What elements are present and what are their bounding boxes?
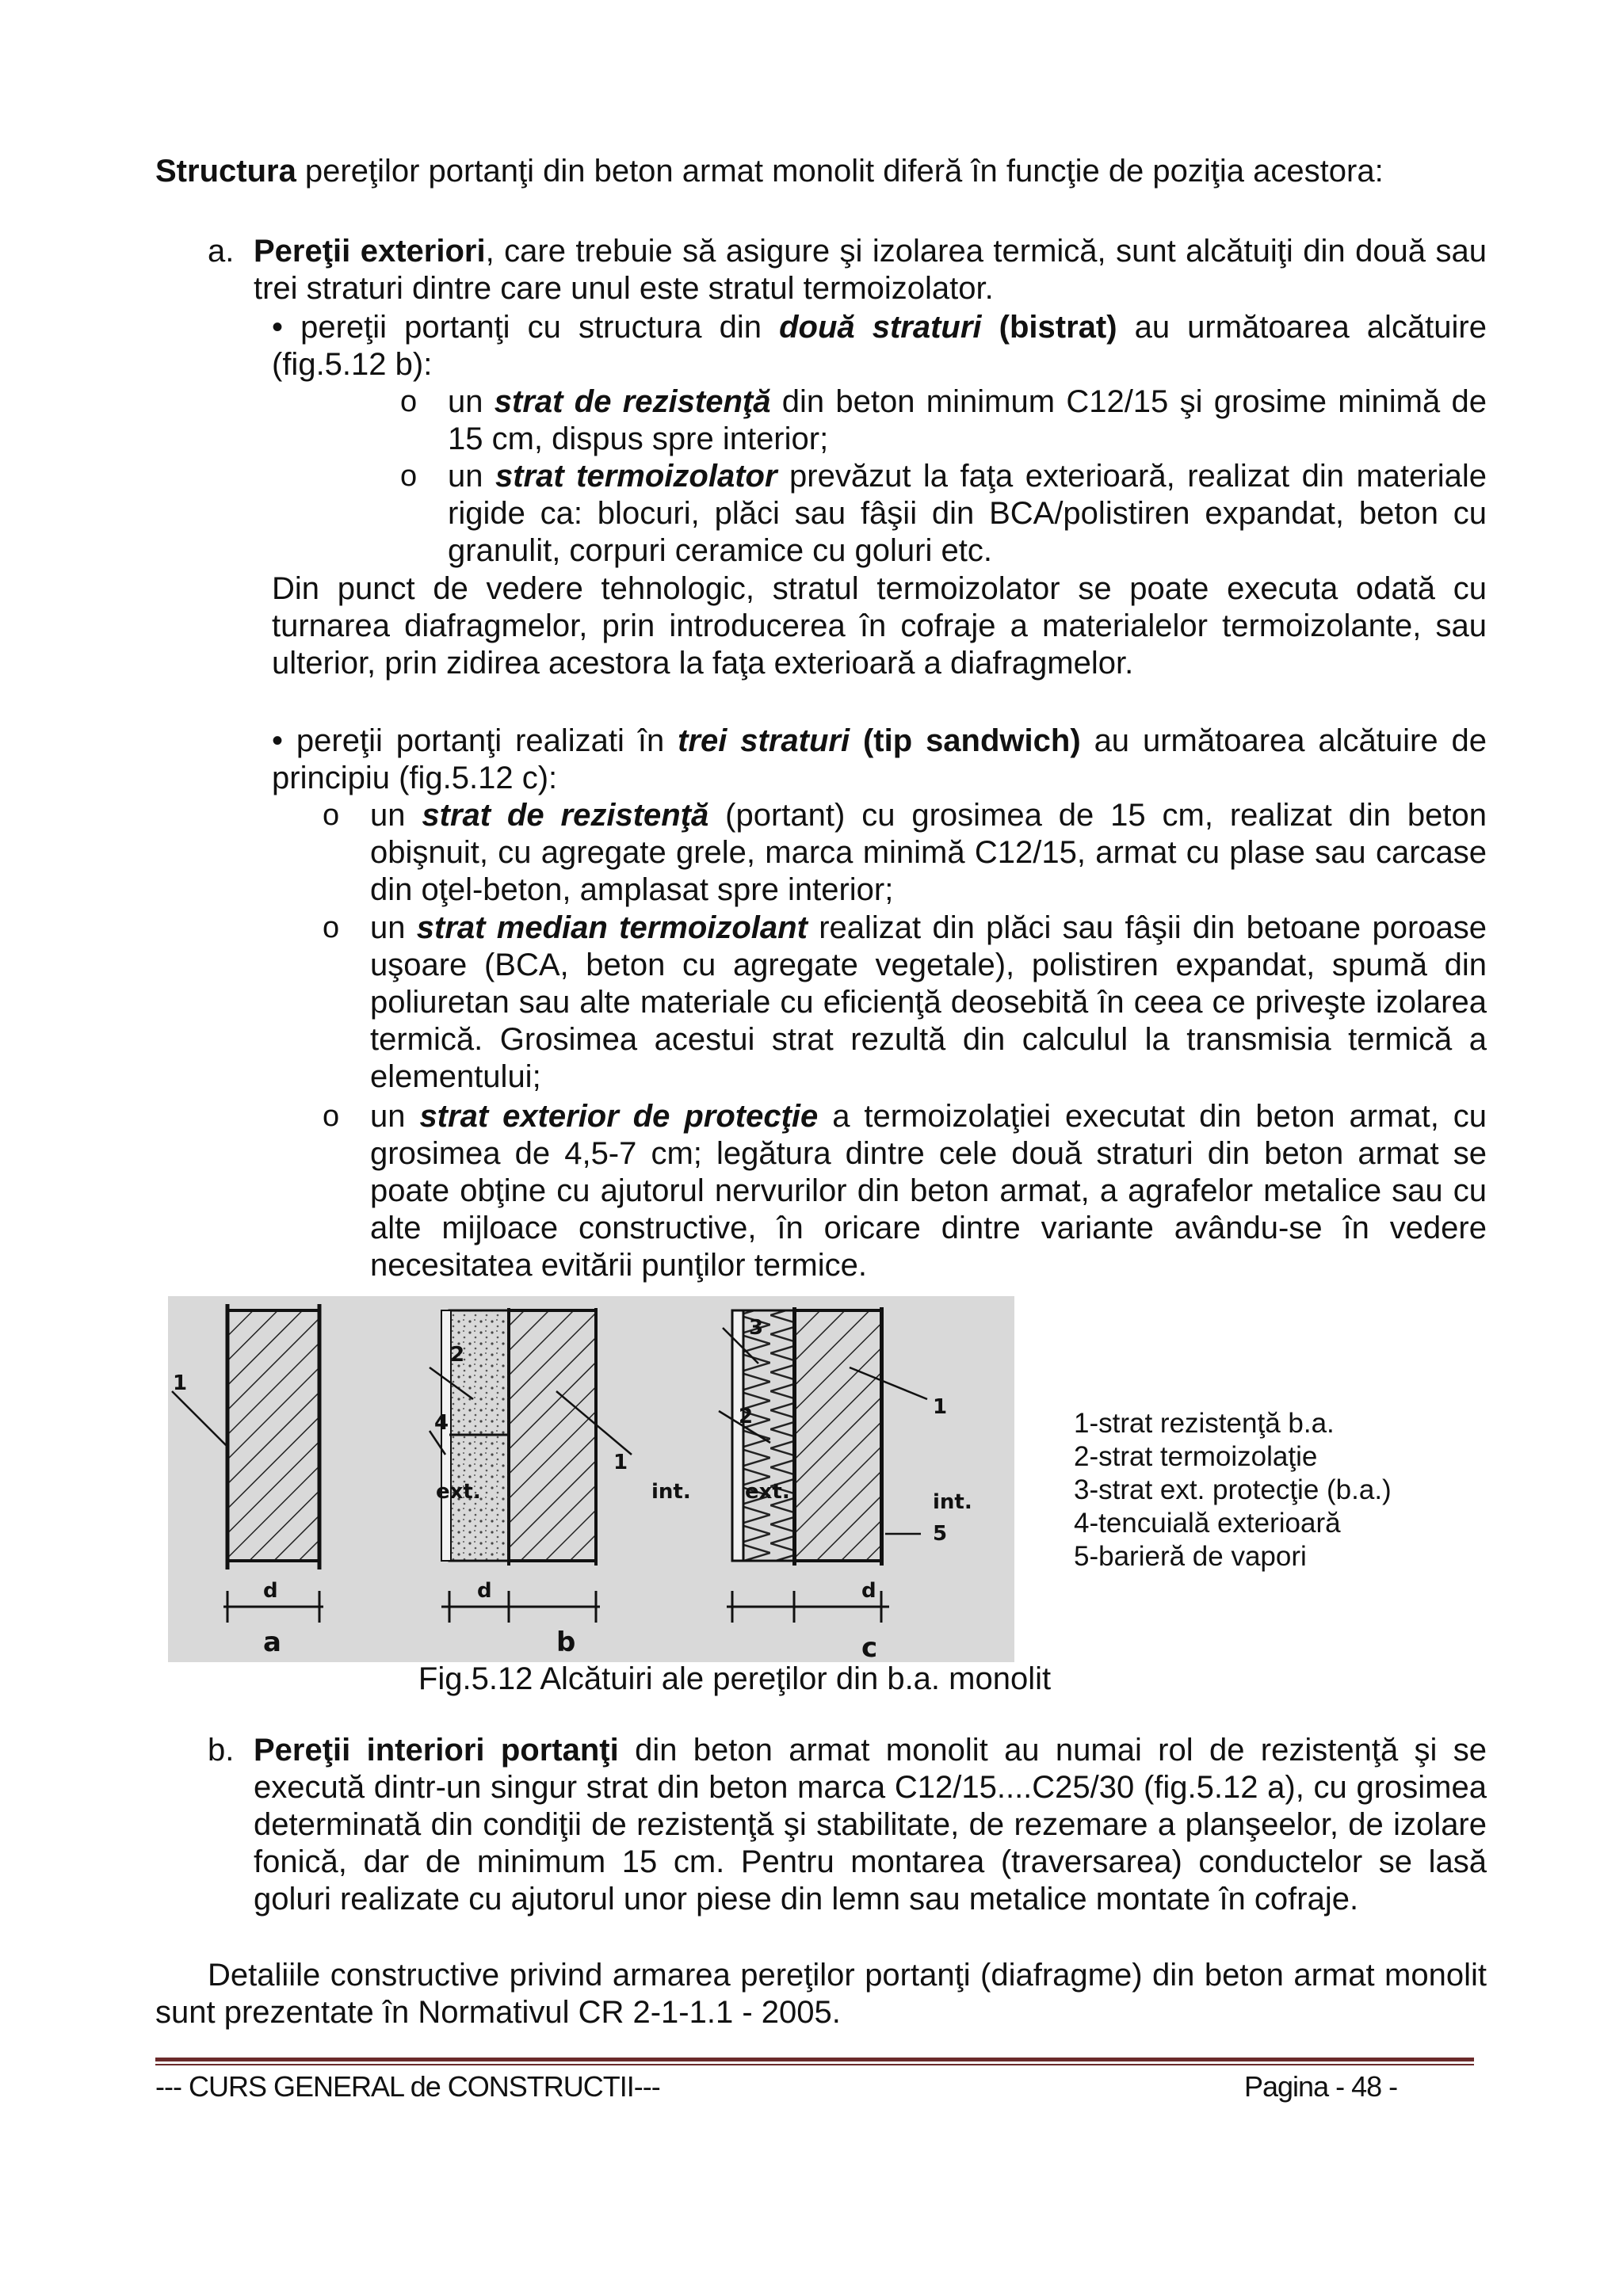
bistrat-prefix: • pereţii portanţi cu structura din — [272, 310, 780, 345]
fig-label-c-1: 1 — [933, 1395, 948, 1419]
sandwich-bold: (tip sandwich) — [850, 723, 1081, 758]
item-post: a termoizolaţiei executat din beton armat, cu grosimea de 4,5-7 cm; legătura dintre cele două straturi din beton armat se poate obţine cu ajutorul nervurilor din beton armat, a agrafelor metalice sau cu alte mijloace constructive, în oricare dintre variante avându-se în vedere necesitatea evitării punţilor termice. — [370, 1099, 1487, 1283]
bistrat-item-2 — [448, 458, 1487, 570]
fig-label-a: a — [263, 1627, 281, 1658]
sandwich-item-3 — [370, 1098, 1487, 1284]
legend-item-5: 5-barieră de vapori — [1074, 1541, 1307, 1572]
section-b-title: Pereţii interiori portanţi — [254, 1733, 619, 1768]
intro-paragraph — [155, 153, 1487, 190]
item-post: din beton minimum C12/15 şi grosime minimă de 15 cm, dispus spre interior; — [448, 384, 1487, 456]
bullet-marker: o — [400, 460, 418, 493]
fig-label-a-d: d — [263, 1579, 278, 1603]
tech-note-paragraph: Din punct de vedere tehnologic, stratul termoizolator se poate executa odată cu turnarea diafragmelor, prin introducerea în cofraje a materialelor termoizolante, sau ulterior, prin zidirea acestora la faţa exterioară a diafragmelor. — [272, 571, 1487, 681]
item-pre: un — [448, 384, 495, 419]
intro-text: pereţilor portanţi din beton armat monolit diferă în funcţie de poziţia acestora: — [296, 154, 1384, 189]
item-emph: strat exterior de protecţie — [419, 1099, 819, 1134]
sandwich-paragraph — [272, 723, 1487, 797]
fig-label-c-3: 3 — [749, 1316, 764, 1340]
fig-label-a-1: 1 — [173, 1371, 188, 1395]
footer-course-title: --- CURS GENERAL de CONSTRUCTII--- — [155, 2070, 660, 2103]
item-post: realizat din plăci sau fâşii din betoane poroase uşoare (BCA, beton cu agregate vegetale), polistiren expandat, spumă din poliuretan sau alte materiale cu eficienţă deosebită în ceea ce priveşte izolarea termică. Grosimea acestui strat rezultă din calculul la transmisia termică a elementului; — [370, 910, 1487, 1094]
section-a-title: Pereţii exteriori — [254, 234, 486, 269]
sandwich-emph: trei straturi — [678, 723, 850, 758]
fig-label-c: c — [861, 1632, 878, 1662]
section-b-marker: b. — [208, 1733, 235, 1768]
item-pre: un — [448, 459, 495, 494]
fig-label-c-int: int. — [933, 1490, 972, 1514]
section-b-paragraph — [254, 1732, 1487, 1918]
item-pre: un — [370, 798, 422, 833]
sandwich-prefix: • pereţii portanţi realizati în — [272, 723, 678, 758]
bullet-marker: o — [323, 799, 340, 832]
bullet-marker: o — [323, 1100, 340, 1133]
item-emph: strat termoizolator — [495, 459, 777, 494]
fig-label-b-1: 1 — [613, 1451, 628, 1474]
section-a-text: , care trebuie să asigure şi izolarea termică, sunt alcătuiţi din două sau trei straturi dintre care unul este stratul termoizolator. — [254, 234, 1487, 306]
figure-caption: Fig.5.12 Alcătuiri ale pereţilor din b.a. monolit — [418, 1661, 1052, 1696]
fig-label-b-d: d — [477, 1579, 492, 1603]
legend-item-1: 1-strat rezistenţă b.a. — [1074, 1408, 1335, 1439]
section-a-paragraph — [254, 233, 1487, 307]
item-post: (portant) cu grosimea de 15 cm, realizat din beton obişnuit, cu agregate grele, marca minimă C12/15, armat cu plase sau carcase din oţel-beton, amplasat spre interior; — [370, 798, 1487, 907]
bistrat-paragraph — [272, 309, 1487, 383]
fig-label-b-int: int. — [651, 1480, 691, 1504]
fig-label-b-ext: ext. — [436, 1480, 481, 1504]
fig-label-b-4: 4 — [434, 1411, 449, 1435]
section-a-marker: a. — [208, 234, 235, 269]
bullet-marker: o — [323, 911, 340, 944]
fig-label-c-ext: ext. — [745, 1480, 790, 1504]
figure-legend — [1074, 1407, 1392, 1573]
fig-label-c-5: 5 — [933, 1522, 948, 1546]
fig-label-b-2: 2 — [450, 1343, 465, 1367]
footer-rule-thin — [155, 2064, 1474, 2065]
bistrat-emph: două straturi — [779, 310, 982, 345]
closing-paragraph: Detaliile constructive privind armarea pereţilor portanţi (diafragme) din beton armat monolit sunt prezentate în Normativul CR 2-1-1.1 - 2005. — [155, 1958, 1487, 2030]
item-pre: un — [370, 910, 417, 945]
item-emph: strat median termoizolant — [416, 910, 808, 945]
bistrat-suffix: au următoarea alcătuire (fig.5.12 b): — [272, 310, 1487, 382]
bistrat-item-1 — [448, 383, 1487, 458]
wall-sections-drawing — [168, 1296, 1014, 1662]
sandwich-item-1 — [370, 797, 1487, 909]
section-b-text: din beton armat monolit au numai rol de rezistenţă şi se execută dintr-un singur strat din beton marca C12/15....C25/30 (fig.5.12 a), cu grosimea determinată din condiţii de rezistenţă şi stabilitate, de rezemare a planşeelor, de izolare fonică, dar de minimum 15 cm. Pentru montarea (traversarea) conductelor se lasă goluri realizate cu ajutorul unor piese din lemn sau metalice montate în cofraje. — [254, 1733, 1487, 1917]
legend-item-3: 3-strat ext. protecţie (b.a.) — [1074, 1474, 1392, 1505]
sandwich-suffix: au următoarea alcătuire de principiu (fig.5.12 c): — [272, 723, 1487, 795]
footer-page-number: Pagina - 48 - — [1244, 2070, 1398, 2103]
item-post: prevăzut la faţa exterioară, realizat din materiale rigide ca: blocuri, plăci sau fâşii din BCA/polistiren expandat, beton cu granulit, corpuri ceramice cu goluri etc. — [448, 459, 1487, 568]
fig-label-b: b — [556, 1627, 576, 1658]
intro-bold-lead: Structura — [155, 154, 296, 189]
item-pre: un — [370, 1099, 420, 1134]
bullet-marker: o — [400, 385, 418, 418]
item-emph: strat de rezistenţă — [422, 798, 709, 833]
fig-label-c-2: 2 — [739, 1405, 754, 1428]
bistrat-bold: (bistrat) — [981, 310, 1117, 345]
legend-item-2: 2-strat termoizolaţie — [1074, 1441, 1318, 1472]
figure-wall-sections — [168, 1296, 1014, 1662]
fig-label-c-d: d — [861, 1579, 876, 1603]
legend-item-4: 4-tencuială exterioară — [1074, 1508, 1341, 1539]
item-emph: strat de rezistenţă — [494, 384, 771, 419]
footer-rule — [155, 2058, 1474, 2061]
sandwich-item-2 — [370, 910, 1487, 1096]
